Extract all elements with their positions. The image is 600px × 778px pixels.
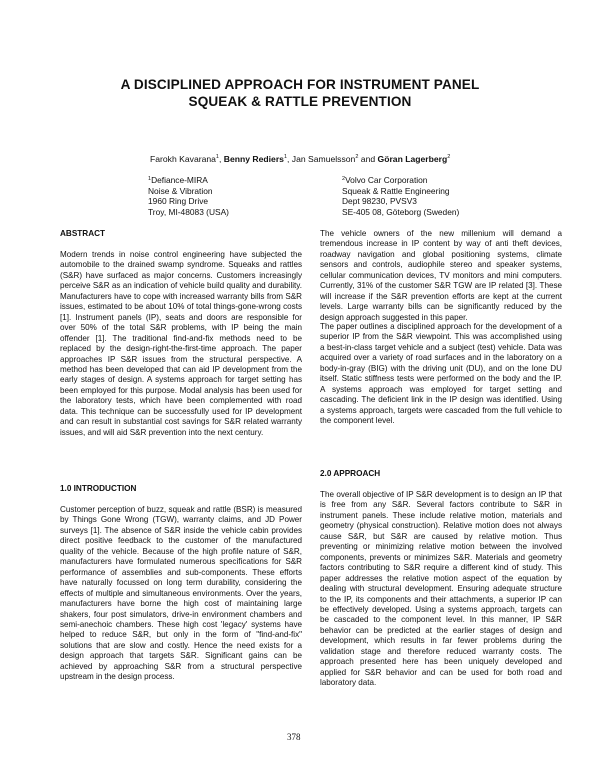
affiliation-line: Squeak & Rattle Engineering — [342, 185, 450, 196]
affiliation-mark: 1 — [148, 176, 152, 182]
right-column-intro-continued — [320, 229, 562, 323]
affiliation-2 — [342, 174, 459, 217]
author-name: Göran Lagerberg — [377, 154, 448, 164]
abstract-paragraph: Modern trends in noise control engineering have subjected the automobile to the drained swamp syndrome. Squeaks and rattles (S&R) have surfaced as major concerns. Customers increasingly perceive S&R as an indication of vehicle build quality and durability. Manufacturers have to cope with increased warranty bills from S&R issues, estimated to be about 10% of total things-gone-wrong costs [1]. Instrument panels (IP), seats and doors are responsible for over 50% of the total S&R problems, with IP being the main offender [1]. The traditional find-and-fix methods need to be replaced by the design-right-the-first-time approach. The paper approaches IP S&R issues from the structural perspective. A method has been developed that can aid IP development from the early stages of design. A systems approach for target setting has been employed for this purpose. Modal analysis has been used for the laboratory tests, which have been complemented with road data. This technique can be successfully used for IP development and can result in substantial cost savings for S&R related warranty issues, and will aid S&R prevention into the next century. — [60, 250, 302, 437]
title-line-2: SQUEAK & RATTLE PREVENTION — [188, 94, 412, 109]
introduction-body — [60, 505, 302, 683]
affiliation-1 — [148, 174, 229, 217]
author-affiliation-mark: 2 — [355, 154, 359, 160]
author-name: Jan Samuelsson — [291, 154, 356, 164]
affiliation-line: SE-405 08, Göteborg (Sweden) — [342, 206, 460, 217]
author-list — [150, 154, 450, 164]
author-affiliation-mark: 2 — [447, 154, 451, 160]
page-number: 378 — [287, 732, 301, 742]
author-name: Benny Rediers — [223, 154, 284, 164]
abstract-heading: ABSTRACT — [60, 229, 106, 238]
introduction-heading: 1.0 INTRODUCTION — [60, 484, 137, 493]
approach-heading: 2.0 APPROACH — [320, 469, 381, 478]
affiliation-line: Defiance-MIRA — [151, 175, 208, 185]
affiliation-mark: 2 — [342, 176, 346, 182]
affiliation-line: Noise & Vibration — [148, 185, 213, 196]
affiliation-line: Volvo Car Corporation — [345, 175, 428, 185]
right-column-outline — [320, 322, 562, 427]
abstract-body — [60, 250, 302, 438]
author-separator: , — [287, 154, 292, 164]
author-name: Farokh Kavarana — [150, 154, 216, 164]
intro-paragraph-2: The vehicle owners of the new millenium will demand a tremendous increase in IP content by way of anti theft devices, roadway navigation and global positioning systems, climate sensors and controls, audiophile stereo and speaker systems, cellular communication devices, TV monitors and mini computers. Currently, 31% of the customer S&R TGW are IP related [3]. These will increase if the S&R prevention efforts are kept at the current levels. Large warranty bills can be significantly reduced by the design approach suggested in this paper. — [320, 229, 562, 322]
introduction-paragraph: Customer perception of buzz, squeak and rattle (BSR) is measured by Things Gone Wrong (TGW), warranty claims, and JD Power surveys [1]. The absence of S&R inside the vehicle cabin provides direct positive feedback to the customer of the manufactured quality of the vehicle. Because of the high profile nature of S&R, manufacturers have formulated numerous specifications for S&R performance of assemblies and sub-components. These efforts have naturally focussed on long term durability, considering the effects of multiple and simultaneous environments. Over the years, manufacturers have borne the high cost of maintaining large shakers, four post simulators, drive-in environment chambers and semi-anechoic chambers. These high cost 'legacy' systems have helped to reduce S&R, but only in the form of "find-and-fix" solutions that are slow and costly. Hence the need exists for a design approach that targets S&R. Significant gains can be achieved by approaching S&R from a structural perspective upstream in the design process. — [60, 505, 302, 682]
paper-title — [0, 76, 600, 110]
affiliation-line: 1960 Ring Drive — [148, 196, 209, 207]
author-affiliation-mark: 1 — [283, 154, 288, 160]
approach-paragraph: The overall objective of IP S&R development is to design an IP that is free from any S&R. Several factors contribute to S&R in instrument panels. These include relative motion, materials and geometry (physical construction). Relative motion does not always cause S&R, but S&R are caused by relative motion. Thus preventing or minimizing relative motion between the involved components, prevents or minimizes S&R. Materials and geometry factors contributing to S&R require a different kind of study. This paper addresses the relative motion aspect of the equation by dealing with structural development. Ensuring adequate structure to the IP, its components and their attachments, a superior IP can be effectively developed. Using a systems approach, targets can be cascaded to the component level. In this manner, IP S&R behavior can be predicted at the earlier stages of design and development, which results in far fewer problems during the validation stage and therefore reduced warranty costs. The approach presented here has been uniquely developed and applied for S&R behavior and can be used for both road and laboratory data. — [320, 490, 562, 688]
author-affiliation-mark: 1 — [215, 154, 219, 160]
author-separator: , — [218, 154, 224, 164]
affiliation-line: Dept 98230, PVSV3 — [342, 196, 417, 207]
affiliation-line: Troy, MI-48083 (USA) — [148, 206, 229, 217]
intro-paragraph-3: The paper outlines a disciplined approach for the development of a superior IP from the S&R viewpoint. This was accomplished using a best-in-class target vehicle and a subject (test) vehicle. Data was acquired over a variety of road surfaces and in the laboratory on a body-in-gray (BIG) with the driving unit (DU), and on the lone DU itself. Static stiffness tests were performed on the body and the IP. A systems approach was employed for target setting and cascading. The deficient link in the IP design was identified. Using a systems approach, targets were cascaded from the full vehicle to the component level. — [320, 322, 562, 426]
title-line-1: A DISCIPLINED APPROACH FOR INSTRUMENT PANEL — [120, 77, 480, 92]
author-separator: and — [358, 154, 378, 164]
approach-body — [320, 490, 562, 689]
